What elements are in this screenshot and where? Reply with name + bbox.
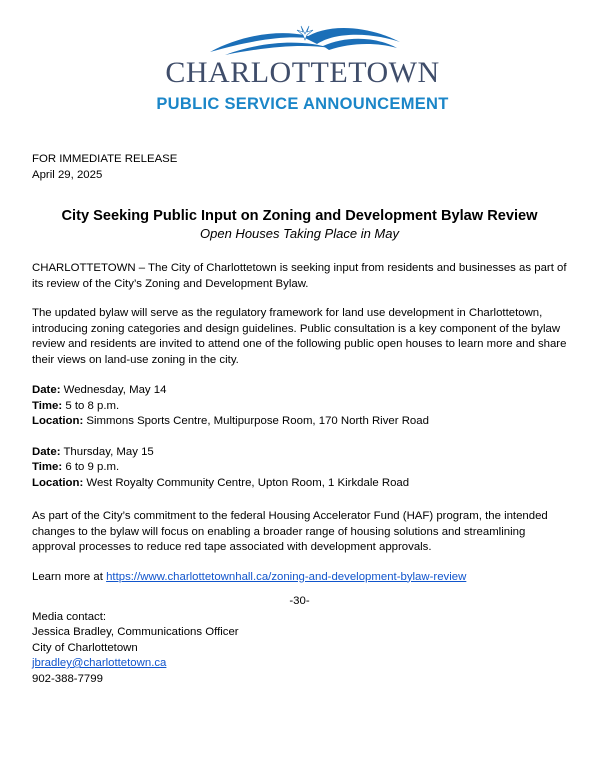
psa-banner: PUBLIC SERVICE ANNOUNCEMENT bbox=[156, 95, 449, 113]
subheadline: Open Houses Taking Place in May bbox=[200, 226, 399, 241]
media-contact-block bbox=[32, 610, 567, 688]
learn-more-line bbox=[32, 570, 567, 586]
event-time: 5 to 8 p.m. bbox=[62, 399, 120, 412]
city-logo bbox=[0, 22, 595, 122]
headline: City Seeking Public Input on Zoning and Development Bylaw Review bbox=[61, 208, 538, 224]
location-label: Location: bbox=[32, 415, 84, 427]
press-release-body bbox=[32, 152, 567, 687]
event-time: 6 to 9 p.m. bbox=[62, 461, 120, 473]
framework-paragraph: The updated bylaw will serve as the regulatory framework for land use development in Charlottetown, introducing zoning categories and design guidelines. Public consultation is a key component of the bylaw review and residents are invited to attend one of the following public open houses to learn more and share their views on land-use zoning in the city. bbox=[32, 307, 567, 366]
event-location: West Royalty Community Centre, Upton Room, 1 Kirkdale Road bbox=[83, 476, 410, 489]
contact-email-link[interactable]: jbradley@charlottetown.ca bbox=[32, 657, 167, 669]
end-mark: -30- bbox=[289, 595, 310, 607]
city-wordmark: CHARLOTTETOWN bbox=[165, 56, 440, 89]
contact-phone: 902-388-7799 bbox=[32, 672, 103, 685]
release-date: April 29, 2025 bbox=[32, 168, 103, 181]
event-location: Simmons Sports Centre, Multipurpose Room, 170 North River Road bbox=[83, 415, 429, 427]
time-label: Time: bbox=[32, 461, 63, 473]
event-date: Wednesday, May 14 bbox=[60, 384, 167, 396]
contact-name: Jessica Bradley, Communications Officer bbox=[32, 626, 239, 638]
event-block-2 bbox=[32, 445, 567, 492]
contact-heading: Media contact: bbox=[32, 610, 107, 623]
bylaw-review-link[interactable]: https://www.charlottetownhall.ca/zoning-and-development-bylaw-review bbox=[106, 570, 467, 583]
intro-paragraph: CHARLOTTETOWN – The City of Charlottetown is seeking input from residents and businesses as part of its review of the City’s Zoning and Development Bylaw. bbox=[32, 262, 567, 290]
time-label: Time: bbox=[32, 399, 63, 412]
date-label: Date: bbox=[32, 445, 61, 458]
event-date: Thursday, May 15 bbox=[60, 445, 154, 458]
date-label: Date: bbox=[32, 384, 61, 396]
location-label: Location: bbox=[32, 476, 84, 489]
contact-org: City of Charlottetown bbox=[32, 641, 138, 654]
release-label: FOR IMMEDIATE RELEASE bbox=[32, 153, 178, 165]
release-block bbox=[32, 152, 567, 183]
event-block-1 bbox=[32, 383, 567, 430]
learn-more-prefix: Learn more at bbox=[32, 570, 107, 583]
haf-paragraph: As part of the City’s commitment to the federal Housing Accelerator Fund (HAF) program, the intended changes to the bylaw will focus on enabling a broader range of housing solutions and streamlining approval processes to reduce red tape associated with development approvals. bbox=[32, 510, 548, 553]
